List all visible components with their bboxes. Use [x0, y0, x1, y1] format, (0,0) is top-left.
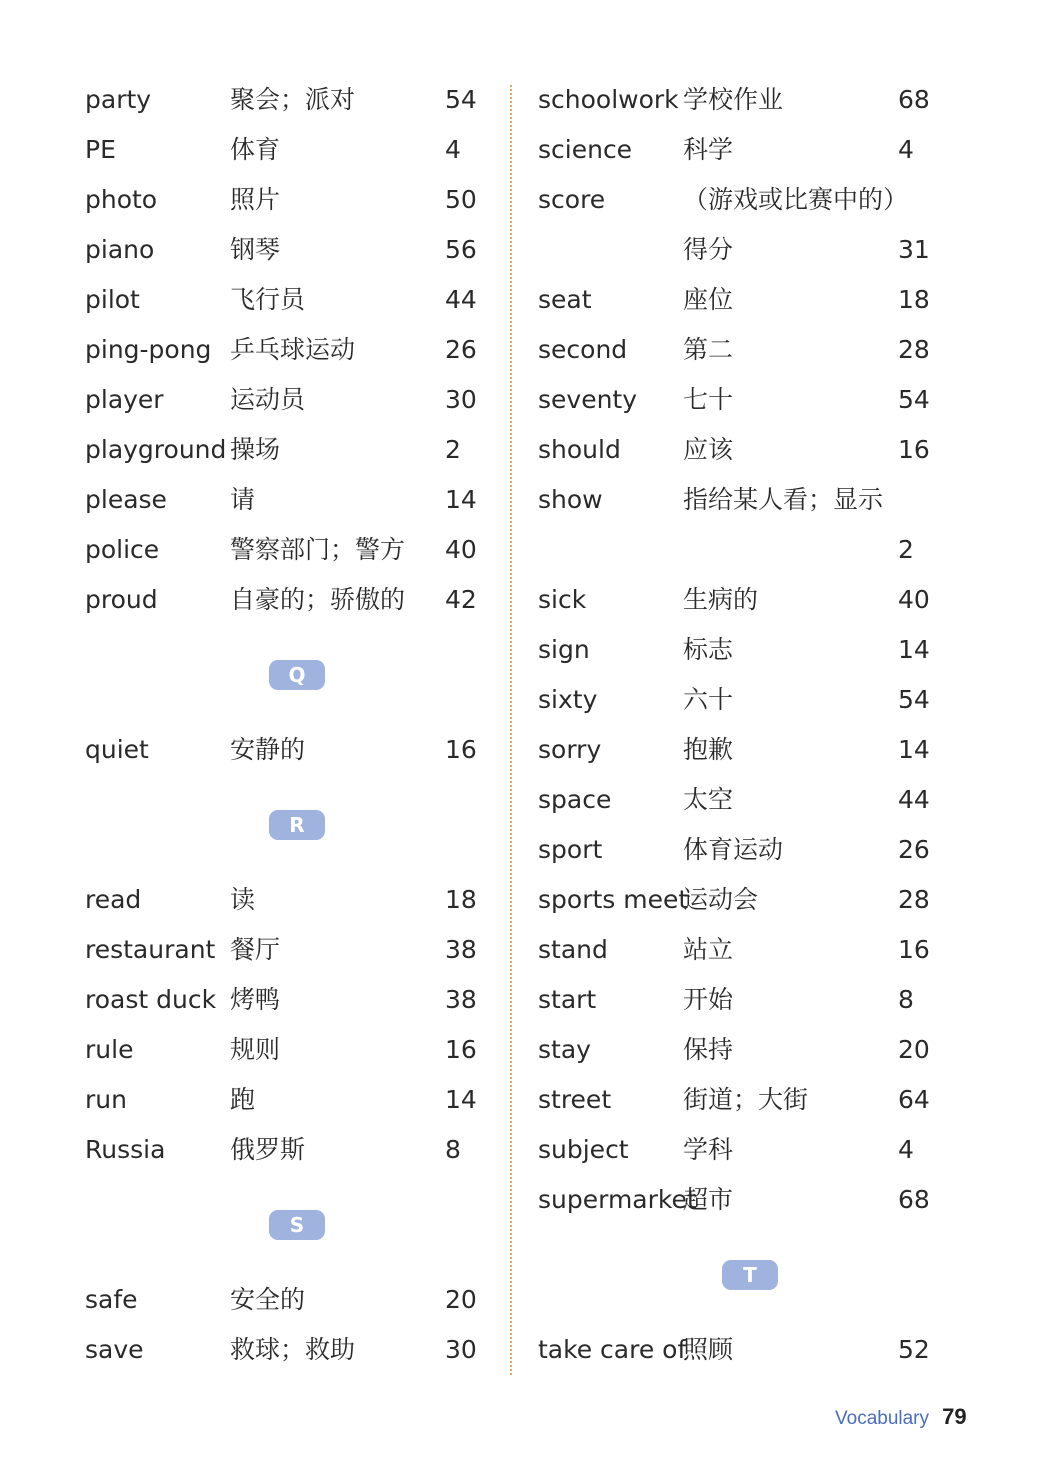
vocab-page: 8: [445, 1135, 461, 1164]
vocab-word: schoolwork: [538, 85, 679, 114]
letter-section-header: [85, 1175, 485, 1275]
vocab-meaning: 自豪的；骄傲的: [230, 585, 406, 614]
vocab-word: seventy: [538, 385, 638, 414]
vocab-word: show: [538, 485, 603, 514]
letter-badge: S: [269, 1210, 325, 1240]
vocab-entry: [85, 425, 485, 475]
vocab-meaning: 街道；大街: [683, 1085, 809, 1114]
vocab-page: 18: [445, 885, 477, 914]
vocab-meaning: 操场: [230, 435, 281, 464]
vocab-meaning: 学校作业: [683, 85, 784, 114]
vocab-word: subject: [538, 1135, 629, 1164]
vocab-entry: [538, 425, 938, 475]
vocab-meaning: 太空: [683, 785, 734, 814]
page-footer: [835, 1404, 967, 1430]
vocab-entry: [538, 1125, 938, 1175]
letter-badge: Q: [269, 660, 325, 690]
vocab-page: 54: [898, 385, 930, 414]
vocab-page: 52: [898, 1335, 930, 1364]
vocab-page: 38: [445, 985, 477, 1014]
vocab-word: Russia: [85, 1135, 166, 1164]
vocab-entry: [85, 75, 485, 125]
vocab-word: seat: [538, 285, 592, 314]
vocab-entry: [85, 1325, 485, 1375]
vocab-word: run: [85, 1085, 127, 1114]
vocab-word: PE: [85, 135, 116, 164]
vocab-meaning: 照片: [230, 185, 281, 214]
vocab-page: 44: [445, 285, 477, 314]
vocab-page: 31: [898, 235, 930, 264]
vocab-page: 14: [445, 1085, 477, 1114]
vocab-page: 50: [445, 185, 477, 214]
vocab-entry: [538, 1025, 938, 1075]
vocab-page: 26: [898, 835, 930, 864]
vocab-entry: [85, 725, 485, 775]
vocab-meaning: 科学: [683, 135, 734, 164]
vocab-page: 4: [898, 1135, 914, 1164]
vocab-word: pilot: [85, 285, 140, 314]
vocab-word: quiet: [85, 735, 149, 764]
vocab-entry: [85, 1125, 485, 1175]
vocab-meaning: 保持: [683, 1035, 734, 1064]
vocab-word: street: [538, 1085, 612, 1114]
vocab-entry: [85, 1275, 485, 1325]
vocab-page: 14: [898, 635, 930, 664]
vocab-entry: [85, 475, 485, 525]
vocab-word: sick: [538, 585, 587, 614]
vocab-entry: [538, 725, 938, 775]
vocab-entry: [538, 975, 938, 1025]
vocab-word: ping-pong: [85, 335, 212, 364]
column-divider: [510, 85, 512, 1375]
vocab-page: 40: [445, 535, 477, 564]
vocab-entry: [85, 525, 485, 575]
vocab-page: 30: [445, 385, 477, 414]
vocab-entry: [538, 925, 938, 975]
vocab-entry: [85, 375, 485, 425]
vocab-meaning: 救球；救助: [230, 1335, 356, 1364]
vocab-word: take care of: [538, 1335, 687, 1364]
letter-section-header: [85, 775, 485, 875]
vocab-entry: [538, 325, 938, 375]
vocab-entry: [85, 175, 485, 225]
vocab-entry: [85, 875, 485, 925]
vocab-word: stand: [538, 935, 608, 964]
vocab-meaning: 烤鸭: [230, 985, 281, 1014]
vocab-word: rule: [85, 1035, 134, 1064]
vocab-meaning: 俄罗斯: [230, 1135, 306, 1164]
vocab-page: 42: [445, 585, 477, 614]
vocab-word: playground: [85, 435, 227, 464]
vocab-word: save: [85, 1335, 144, 1364]
vocab-page: 68: [898, 85, 930, 114]
vocab-entry: [538, 625, 938, 675]
vocab-page: 28: [898, 885, 930, 914]
vocab-word: second: [538, 335, 628, 364]
vocab-word: piano: [85, 235, 155, 264]
vocab-entry: [538, 575, 938, 625]
vocab-page: 2: [445, 435, 461, 464]
vocab-meaning: 运动会: [683, 885, 759, 914]
vocab-page: 16: [898, 935, 930, 964]
vocab-entry: [85, 1025, 485, 1075]
vocab-meaning: 餐厅: [230, 935, 281, 964]
vocab-meaning: 规则: [230, 1035, 281, 1064]
vocab-word: party: [85, 85, 152, 114]
vocab-page: 14: [898, 735, 930, 764]
vocab-entry: [538, 675, 938, 725]
vocab-word: supermarket: [538, 1185, 697, 1214]
vocab-meaning: 飞行员: [230, 285, 306, 314]
vocab-page: 20: [898, 1035, 930, 1064]
vocab-meaning: 生病的: [683, 585, 759, 614]
vocab-meaning: 座位: [683, 285, 734, 314]
vocab-word: please: [85, 485, 167, 514]
vocab-page: 8: [898, 985, 914, 1014]
vocab-page: 18: [898, 285, 930, 314]
vocab-page: 44: [898, 785, 930, 814]
vocab-meaning: 超市: [683, 1185, 734, 1214]
vocab-meaning: 六十: [683, 685, 734, 714]
vocab-word: sport: [538, 835, 603, 864]
footer-label: Vocabulary: [835, 1408, 930, 1429]
vocab-word: player: [85, 385, 164, 414]
vocab-page: 54: [445, 85, 477, 114]
vocab-page: 14: [445, 485, 477, 514]
vocab-meaning: 指给某人看；显示: [683, 485, 884, 514]
vocab-meaning: 照顾: [683, 1335, 734, 1364]
vocab-entry: [538, 75, 938, 125]
vocab-page: 16: [445, 735, 477, 764]
vocab-page: 16: [898, 435, 930, 464]
vocab-entry: [538, 825, 938, 875]
vocab-meaning: 抱歉: [683, 735, 734, 764]
vocab-meaning: 钢琴: [230, 235, 281, 264]
vocab-page: 38: [445, 935, 477, 964]
vocab-page: 4: [898, 135, 914, 164]
vocab-word: roast duck: [85, 985, 217, 1014]
vocab-word: science: [538, 135, 633, 164]
vocab-meaning: 得分: [683, 235, 734, 264]
vocab-entry: [538, 175, 938, 225]
vocab-meaning: 站立: [683, 935, 734, 964]
vocab-word: sign: [538, 635, 590, 664]
vocab-entry: [538, 1075, 938, 1125]
vocab-word: restaurant: [85, 935, 216, 964]
vocab-entry: [538, 1325, 938, 1375]
vocab-entry: [538, 875, 938, 925]
vocab-word: photo: [85, 185, 158, 214]
vocabulary-column-left: [85, 75, 485, 1375]
letter-section-header: [538, 1225, 938, 1325]
vocab-entry: [85, 975, 485, 1025]
vocab-entry: [85, 1075, 485, 1125]
vocab-meaning: 运动员: [230, 385, 306, 414]
vocab-page: 20: [445, 1285, 477, 1314]
vocab-page: 54: [898, 685, 930, 714]
vocab-page: 30: [445, 1335, 477, 1364]
vocab-word: should: [538, 435, 621, 464]
vocab-word: police: [85, 535, 160, 564]
vocab-word: sorry: [538, 735, 602, 764]
vocab-meaning: 请: [230, 485, 256, 514]
vocab-word: read: [85, 885, 142, 914]
vocab-meaning: （游戏或比赛中的）: [683, 185, 909, 214]
letter-badge: R: [269, 810, 325, 840]
vocab-page: 2: [898, 535, 914, 564]
vocab-entry: [538, 775, 938, 825]
vocab-word: stay: [538, 1035, 591, 1064]
vocab-entry: [538, 375, 938, 425]
vocab-meaning: 体育运动: [683, 835, 784, 864]
vocab-entry: [85, 325, 485, 375]
vocab-entry: [85, 275, 485, 325]
vocab-meaning: 应该: [683, 435, 734, 464]
vocab-word: sports meet: [538, 885, 689, 914]
vocab-entry: [85, 575, 485, 625]
vocab-page: 4: [445, 135, 461, 164]
vocab-entry: [538, 525, 938, 575]
vocab-entry: [538, 1175, 938, 1225]
vocab-page: 28: [898, 335, 930, 364]
letter-section-header: [85, 625, 485, 725]
vocab-meaning: 安全的: [230, 1285, 306, 1314]
vocab-meaning: 警察部门；警方: [230, 535, 406, 564]
vocab-page: 40: [898, 585, 930, 614]
vocab-page: 64: [898, 1085, 930, 1114]
vocab-meaning: 标志: [683, 635, 734, 664]
vocab-word: sixty: [538, 685, 598, 714]
vocab-meaning: 体育: [230, 135, 281, 164]
vocab-entry: [538, 125, 938, 175]
vocab-meaning: 开始: [683, 985, 734, 1014]
vocab-meaning: 七十: [683, 385, 734, 414]
vocab-meaning: 安静的: [230, 735, 306, 764]
vocab-page: 26: [445, 335, 477, 364]
vocab-page: 68: [898, 1185, 930, 1214]
vocab-entry: [538, 225, 938, 275]
vocab-meaning: 跑: [230, 1085, 256, 1114]
vocab-word: safe: [85, 1285, 138, 1314]
vocab-word: space: [538, 785, 612, 814]
vocab-meaning: 聚会；派对: [230, 85, 356, 114]
vocab-meaning: 学科: [683, 1135, 734, 1164]
vocab-word: start: [538, 985, 597, 1014]
vocab-entry: [538, 275, 938, 325]
vocab-entry: [85, 225, 485, 275]
vocab-page: 56: [445, 235, 477, 264]
vocab-word: score: [538, 185, 606, 214]
vocab-entry: [538, 475, 938, 525]
vocabulary-column-right: [538, 75, 938, 1375]
page-number: 79: [942, 1404, 967, 1429]
vocab-page: 16: [445, 1035, 477, 1064]
vocab-meaning: 读: [230, 885, 256, 914]
vocab-word: proud: [85, 585, 158, 614]
vocab-entry: [85, 925, 485, 975]
vocab-meaning: 第二: [683, 335, 734, 364]
vocab-meaning: 乒乓球运动: [230, 335, 356, 364]
letter-badge: T: [722, 1260, 778, 1290]
vocab-entry: [85, 125, 485, 175]
